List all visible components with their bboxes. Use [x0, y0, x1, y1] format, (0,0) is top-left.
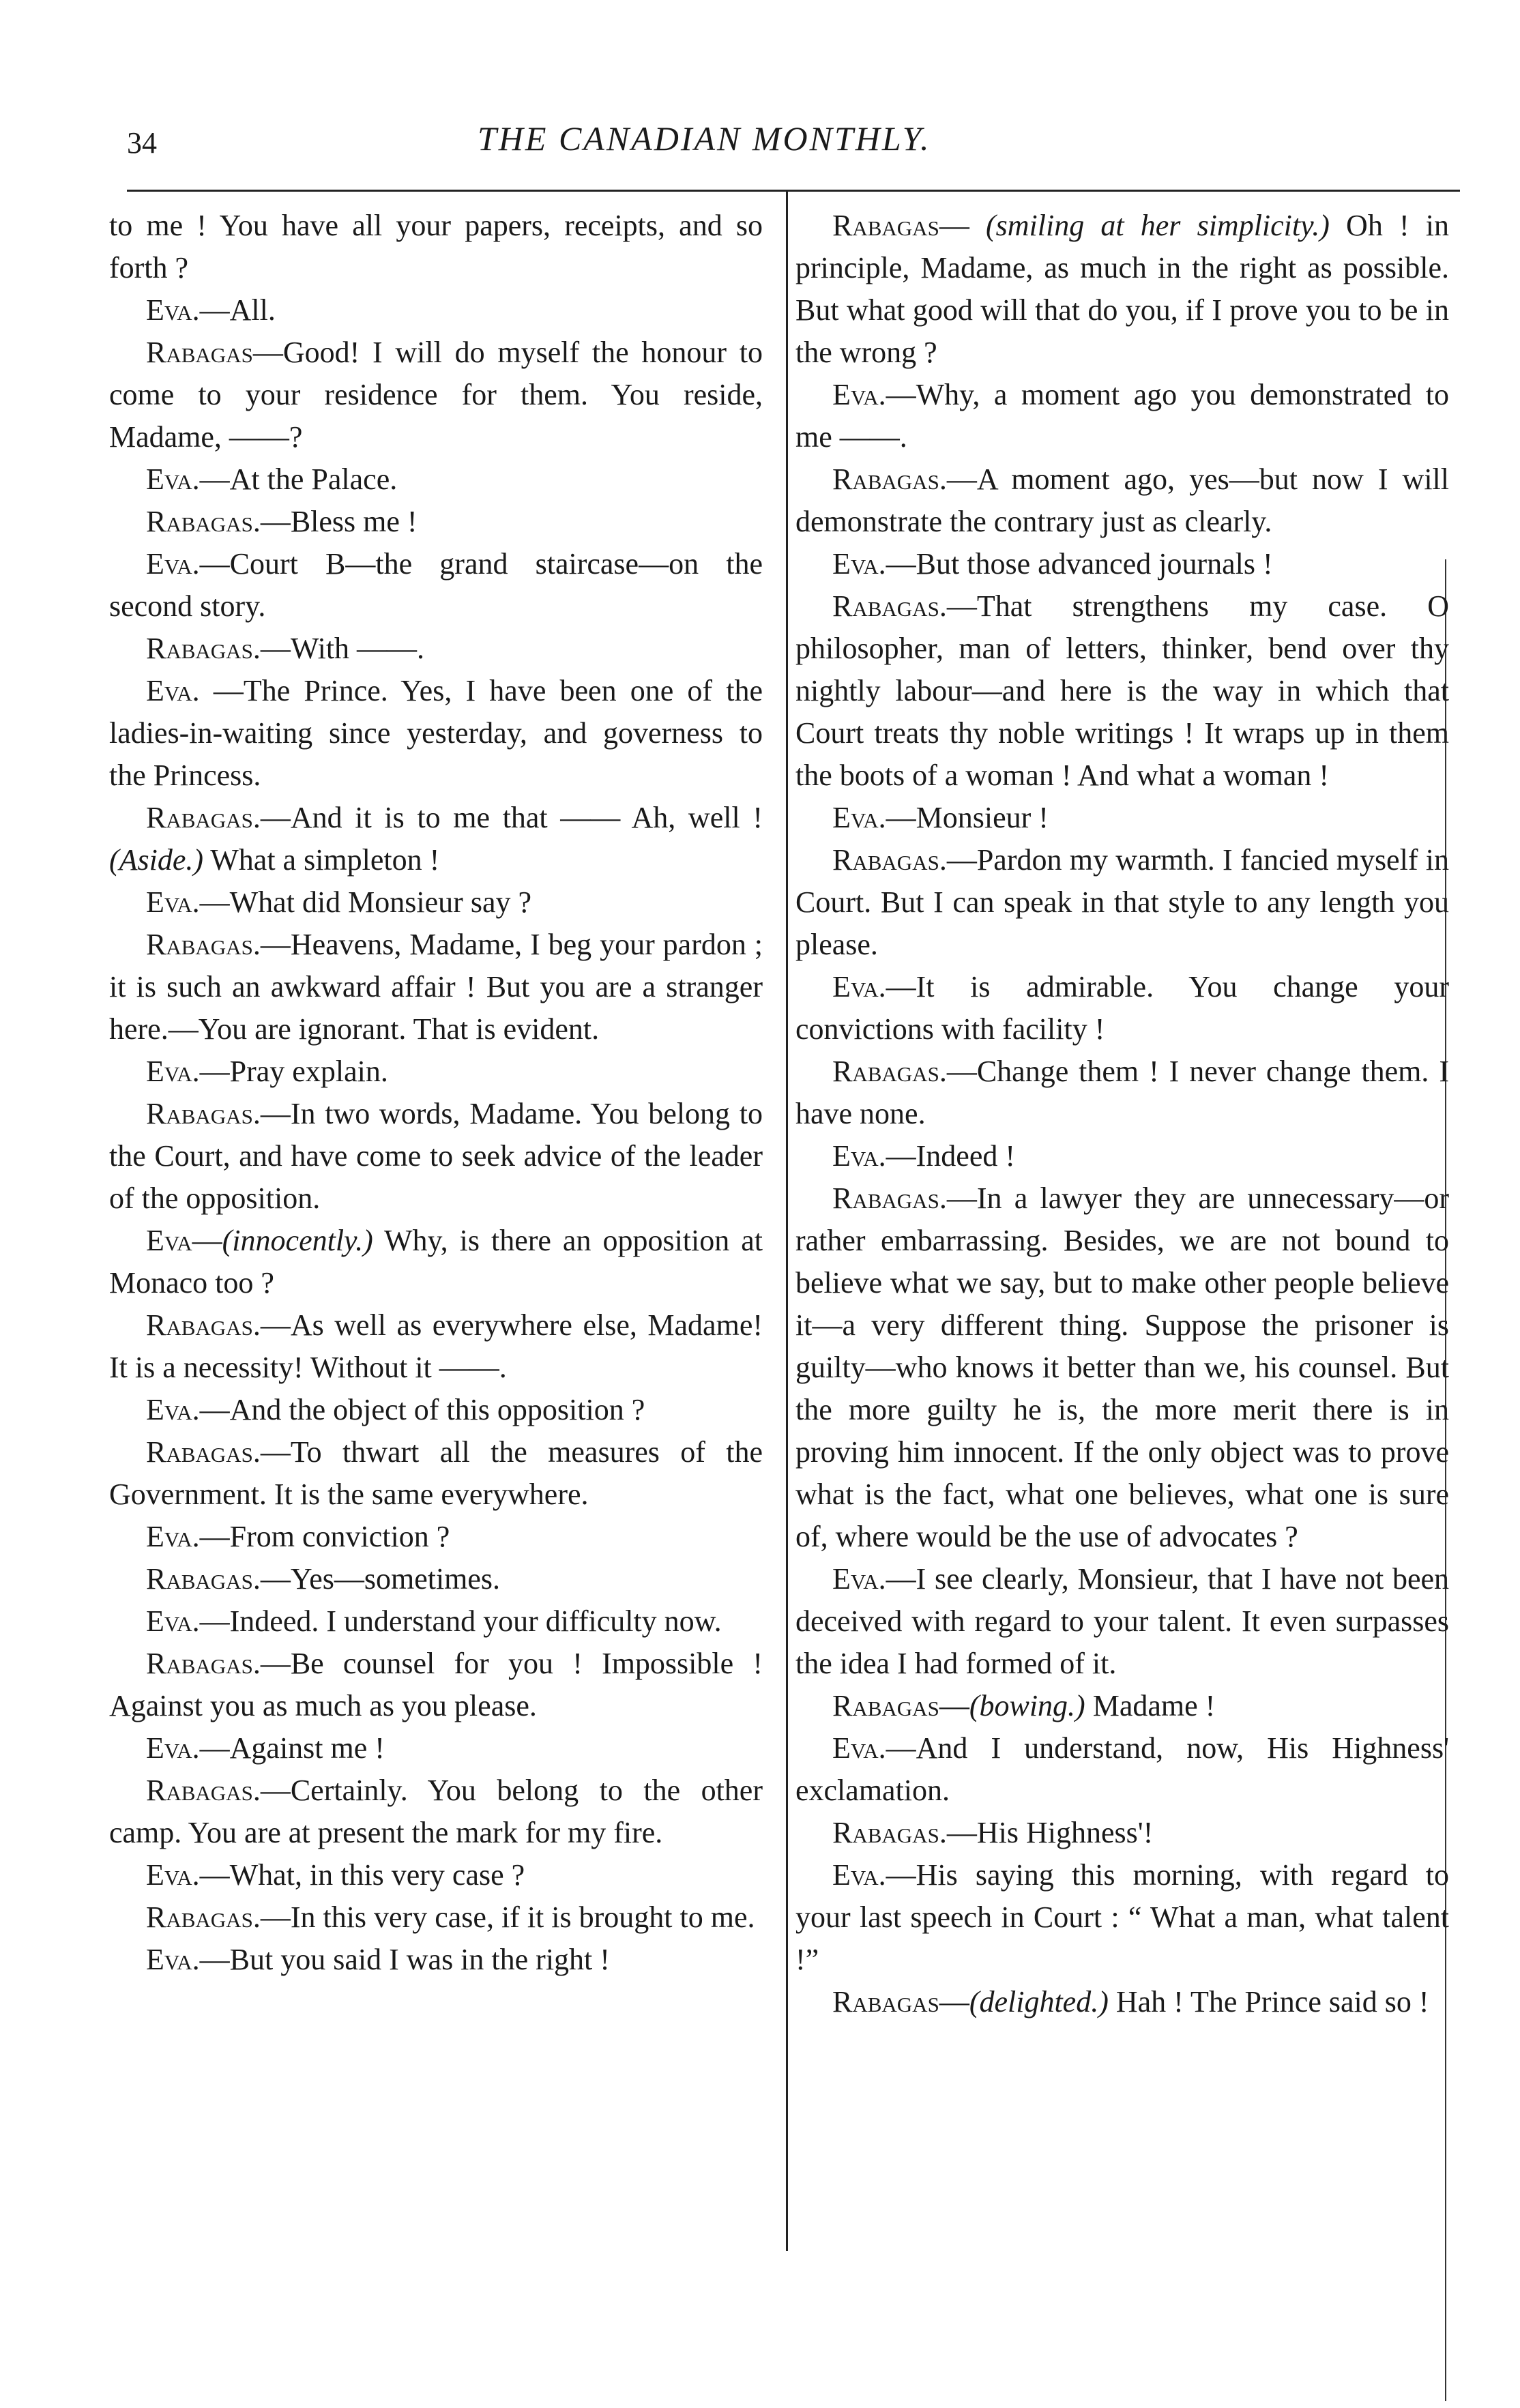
dialogue-text: —Indeed ! — [886, 1139, 1016, 1173]
dialogue-paragraph — [795, 839, 1449, 966]
dialogue-text: to me ! You have all your papers, receipts, and so forth ? — [109, 209, 763, 284]
dialogue-paragraph — [109, 458, 763, 501]
speaker-name: Rabagas. — [146, 1774, 261, 1807]
dialogue-text: — — [939, 1985, 969, 2018]
dialogue-paragraph — [109, 332, 763, 458]
speaker-name: Eva. — [146, 1858, 200, 1892]
dialogue-text: —His saying this morning, with regard to your last speech in Court : “ What a man, what talent !” — [795, 1858, 1449, 1976]
dialogue-text: —Indeed. I understand your difficulty now. — [199, 1604, 722, 1638]
dialogue-text: —Be counsel for you ! Impossible ! Against you as much as you please. — [109, 1647, 763, 1722]
dialogue-text: —In two words, Madame. You belong to the Court, and have come to seek advice of the leader of the opposition. — [109, 1097, 763, 1215]
dialogue-paragraph — [795, 1981, 1449, 2023]
right-column — [795, 205, 1449, 2023]
dialogue-text: —In a lawyer they are unnecessary—or rather embarrassing. Besides, we are not bound to believe what we say, but to make other people believe it—a very different thing. Suppose the prisoner is guilty—who knows it better than we, his counsel. But the more guilty he is, the more merit there is in proving him innocent. If the only object was to prove what is the fact, what one believes, what one is sure of, where would be the use of advocates ? — [795, 1181, 1449, 1553]
running-title: THE CANADIAN MONTHLY. — [478, 119, 931, 158]
speaker-name: Rabagas. — [832, 462, 947, 496]
dialogue-text: —The Prince. Yes, I have been one of the ladies-in-waiting since yesterday, and governess to the Princess. — [109, 674, 763, 792]
dialogue-text: Madame ! — [1085, 1689, 1216, 1722]
dialogue-paragraph — [109, 1389, 763, 1431]
dialogue-paragraph — [109, 1600, 763, 1643]
dialogue-text: —Monsieur ! — [886, 801, 1049, 834]
speaker-name: Rabagas — [146, 336, 253, 369]
dialogue-paragraph — [795, 205, 1449, 374]
dialogue-text: —Heavens, Madame, I beg your pardon ; it is such an awkward affair ! But you are a stranger here.—You are ignorant. That is evident. — [109, 928, 763, 1046]
dialogue-text: —Certainly. You belong to the other camp. You are at present the mark for my fire. — [109, 1774, 763, 1849]
dialogue-text: —Change them ! I never change them. I have none. — [795, 1055, 1449, 1130]
dialogue-text: —Court B—the grand staircase—on the second story. — [109, 547, 763, 623]
dialogue-paragraph — [795, 543, 1449, 585]
dialogue-text: —A moment ago, yes—but now I will demonstrate the contrary just as clearly. — [795, 462, 1449, 538]
dialogue-paragraph — [109, 1643, 763, 1727]
speaker-name: Rabagas. — [146, 928, 261, 961]
speaker-name: Eva. — [146, 547, 200, 581]
dialogue-text: —From conviction ? — [199, 1520, 450, 1553]
speaker-name: Rabagas. — [832, 1181, 947, 1215]
dialogue-paragraph — [109, 1093, 763, 1220]
speaker-name: Eva — [146, 1224, 192, 1257]
dialogue-text: —At the Palace. — [199, 462, 398, 496]
dialogue-paragraph — [109, 543, 763, 628]
speaker-name: Rabagas. — [146, 632, 261, 665]
dialogue-text: —With ——. — [260, 632, 425, 665]
dialogue-paragraph — [109, 924, 763, 1051]
dialogue-text: — — [192, 1224, 222, 1257]
dialogue-paragraph — [795, 966, 1449, 1051]
speaker-name: Eva. — [146, 674, 200, 707]
dialogue-text: —Bless me ! — [260, 505, 418, 538]
dialogue-paragraph — [795, 1558, 1449, 1685]
dialogue-paragraph — [109, 1727, 763, 1770]
dialogue-paragraph — [109, 1431, 763, 1516]
stage-direction: (Aside.) — [109, 843, 204, 877]
speaker-name: Eva. — [146, 885, 200, 919]
header-rule — [127, 190, 1460, 192]
dialogue-text: —Good! I will do myself the honour to come to your residence for them. You reside, Madame, ——? — [109, 336, 763, 454]
dialogue-paragraph — [109, 1220, 763, 1304]
speaker-name: Rabagas. — [146, 801, 261, 834]
dialogue-text: —To thwart all the measures of the Government. It is the same everywhere. — [109, 1435, 763, 1511]
speaker-name: Eva. — [832, 1858, 886, 1892]
speaker-name: Rabagas. — [146, 1562, 261, 1596]
dialogue-text: —It is admirable. You change your convictions with facility ! — [795, 970, 1449, 1046]
stage-direction: (innocently.) — [222, 1224, 373, 1257]
dialogue-text: —What, in this very case ? — [199, 1858, 525, 1892]
speaker-name: Rabagas. — [146, 1308, 261, 1342]
speaker-name: Rabagas — [832, 1689, 939, 1722]
speaker-name: Eva. — [832, 1139, 886, 1173]
dialogue-paragraph — [109, 1516, 763, 1558]
dialogue-text: —Why, a moment ago you demonstrated to me ——. — [795, 378, 1449, 454]
speaker-name: Rabagas. — [832, 1816, 947, 1849]
dialogue-text: —I see clearly, Monsieur, that I have not been deceived with regard to your talent. It even surpasses the idea I had formed of it. — [795, 1562, 1449, 1680]
stage-direction: (bowing.) — [969, 1689, 1085, 1722]
dialogue-text: —But those advanced journals ! — [886, 547, 1273, 581]
dialogue-text: —What did Monsieur say ? — [199, 885, 531, 919]
dialogue-paragraph — [795, 1135, 1449, 1177]
dialogue-paragraph — [795, 458, 1449, 543]
speaker-name: Eva. — [832, 547, 886, 581]
speaker-name: Rabagas. — [832, 1055, 947, 1088]
dialogue-text: —And it is to me that —— Ah, well ! — [260, 801, 763, 834]
dialogue-paragraph — [795, 1812, 1449, 1854]
speaker-name: Eva. — [146, 1943, 200, 1976]
dialogue-text: —And the object of this opposition ? — [199, 1393, 645, 1426]
dialogue-paragraph — [109, 881, 763, 924]
dialogue-text: —His Highness'! — [946, 1816, 1154, 1849]
dialogue-paragraph — [795, 1051, 1449, 1135]
dialogue-paragraph — [109, 670, 763, 797]
dialogue-paragraph — [109, 289, 763, 332]
dialogue-text: —But you said I was in the right ! — [199, 1943, 610, 1976]
dialogue-paragraph — [109, 1558, 763, 1600]
dialogue-paragraph — [109, 1854, 763, 1896]
speaker-name: Rabagas. — [146, 1097, 261, 1130]
speaker-name: Eva. — [146, 1055, 200, 1088]
dialogue-text: —Yes—sometimes. — [260, 1562, 501, 1596]
dialogue-paragraph — [795, 1727, 1449, 1812]
dialogue-text: —That strengthens my case. O philosopher, man of letters, thinker, bend over thy nightly labour—and here is the way in which that Court treats thy noble writings ! It wraps up in them the boots of a woman ! And what a woman ! — [795, 589, 1449, 792]
dialogue-text: — — [939, 1689, 969, 1722]
dialogue-paragraph — [109, 797, 763, 881]
column-divider — [786, 191, 788, 2251]
page-number: 34 — [127, 126, 157, 160]
left-column — [109, 205, 763, 1981]
dialogue-text: — — [939, 209, 986, 242]
dialogue-text: Hah ! The Prince said so ! — [1108, 1985, 1429, 2018]
dialogue-text: —Pray explain. — [199, 1055, 388, 1088]
speaker-name: Rabagas. — [146, 505, 261, 538]
dialogue-paragraph — [109, 501, 763, 543]
dialogue-text: What a simpleton ! — [203, 843, 440, 877]
dialogue-paragraph — [109, 628, 763, 670]
speaker-name: Eva. — [832, 801, 886, 834]
speaker-name: Rabagas. — [146, 1647, 261, 1680]
dialogue-paragraph — [109, 205, 763, 289]
dialogue-paragraph — [109, 1939, 763, 1981]
dialogue-paragraph — [795, 585, 1449, 797]
speaker-name: Eva. — [146, 462, 200, 496]
speaker-name: Eva. — [832, 970, 886, 1003]
speaker-name: Eva. — [146, 1604, 200, 1638]
speaker-name: Rabagas — [832, 1985, 939, 2018]
speaker-name: Eva. — [832, 378, 886, 411]
dialogue-text: —In this very case, if it is brought to me. — [260, 1900, 755, 1934]
dialogue-paragraph — [109, 1051, 763, 1093]
dialogue-paragraph — [109, 1896, 763, 1939]
speaker-name: Eva. — [146, 1731, 200, 1765]
dialogue-text: —All. — [199, 293, 276, 327]
dialogue-paragraph — [109, 1304, 763, 1389]
dialogue-paragraph — [795, 1177, 1449, 1558]
dialogue-paragraph — [795, 374, 1449, 458]
speaker-name: Rabagas. — [832, 589, 947, 623]
speaker-name: Rabagas. — [146, 1900, 261, 1934]
dialogue-text: —Against me ! — [199, 1731, 385, 1765]
dialogue-paragraph — [109, 1770, 763, 1854]
dialogue-text: Oh ! in principle, Madame, as much in the right as possible. But what good will that do you, if I prove you to be in the wrong ? — [795, 209, 1450, 369]
dialogue-paragraph — [795, 797, 1449, 839]
dialogue-text: Why, is there an opposition at Monaco too ? — [109, 1224, 763, 1300]
speaker-name: Eva. — [146, 1393, 200, 1426]
speaker-name: Eva. — [832, 1731, 886, 1765]
speaker-name: Rabagas. — [832, 843, 947, 877]
stage-direction: (smiling at her simplicity.) — [986, 209, 1330, 242]
dialogue-paragraph — [795, 1685, 1449, 1727]
dialogue-text: —And I understand, now, His Highness' exclamation. — [795, 1731, 1449, 1807]
dialogue-text: —Pardon my warmth. I fancied myself in Court. But I can speak in that style to any length you please. — [795, 843, 1449, 961]
dialogue-paragraph — [795, 1854, 1449, 1981]
speaker-name: Eva. — [146, 1520, 200, 1553]
speaker-name: Eva. — [832, 1562, 886, 1596]
stage-direction: (delighted.) — [969, 1985, 1109, 2018]
speaker-name: Rabagas. — [146, 1435, 261, 1469]
speaker-name: Eva. — [146, 293, 200, 327]
dialogue-text: —As well as everywhere else, Madame! It is a necessity! Without it ——. — [109, 1308, 763, 1384]
speaker-name: Rabagas — [832, 209, 939, 242]
